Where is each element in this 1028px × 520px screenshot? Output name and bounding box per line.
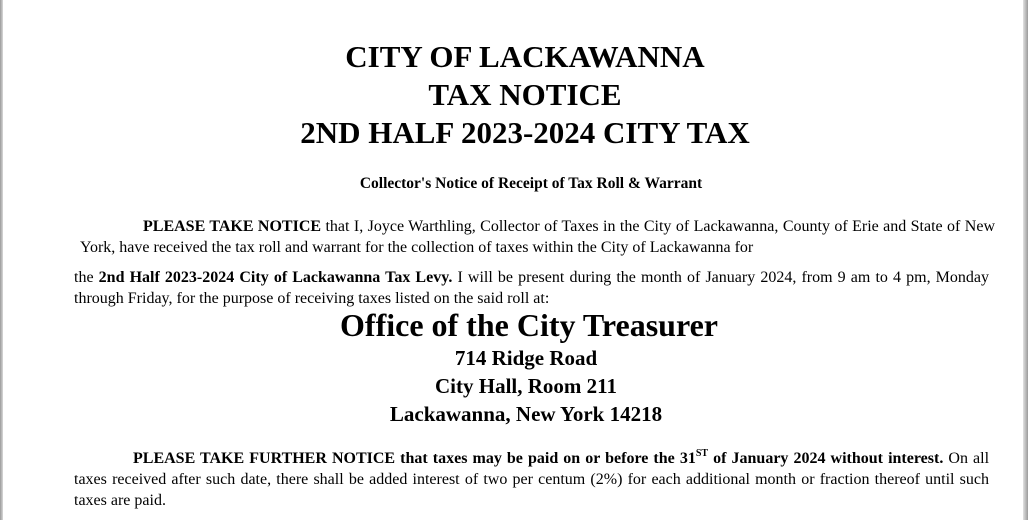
office-city: Lackawanna, New York 14218 bbox=[389, 402, 663, 426]
further-notice-text: PLEASE TAKE FURTHER NOTICE that taxes may be paid on or before the 31 bbox=[133, 450, 696, 467]
schedule-prefix: the bbox=[74, 269, 99, 286]
notice-title-city: CITY OF LACKAWANNA bbox=[345, 39, 705, 74]
notice-paragraph-receipt bbox=[80, 216, 995, 258]
office-street: 714 Ridge Road bbox=[454, 346, 598, 370]
page-edge-left bbox=[0, 0, 3, 520]
notice-title-type: TAX NOTICE bbox=[428, 77, 622, 112]
notice-paragraph-schedule bbox=[74, 267, 989, 309]
office-room: City Hall, Room 211 bbox=[435, 374, 617, 398]
interest-body-text: On all taxes received after such date, there shall be added interest of two per centum (2%) for each additional month or fraction thereof until such taxes are paid. bbox=[74, 450, 990, 509]
notice-subtitle: Collector's Notice of Receipt of Tax Roll & Warrant bbox=[359, 175, 703, 192]
deadline-text: of January 2024 without interest. bbox=[708, 450, 944, 467]
ordinal-suffix: ST bbox=[695, 448, 709, 459]
office-name: Office of the City Treasurer bbox=[340, 307, 718, 343]
schedule-body-text: I will be present during the month of January 2024, from 9 am to 4 pm, Monday through Friday, for the purpose of receiving taxes listed on the said roll at: bbox=[74, 269, 990, 307]
notice-paragraph-interest bbox=[74, 448, 989, 511]
further-notice-lead bbox=[133, 450, 943, 467]
notice-title-period: 2ND HALF 2023-2024 CITY TAX bbox=[300, 115, 750, 150]
notice-lead-phrase: PLEASE TAKE NOTICE bbox=[143, 218, 322, 235]
page-edge-right bbox=[1023, 0, 1028, 520]
levy-name: 2nd Half 2023-2024 City of Lackawanna Tax Levy. bbox=[98, 269, 453, 286]
notice-body-text: that I, Joyce Warthling, Collector of Taxes in the City of Lackawanna, County of Erie and State of New York, have received the tax roll and warrant for the collection of taxes within the City of Lackawanna for bbox=[80, 218, 996, 256]
